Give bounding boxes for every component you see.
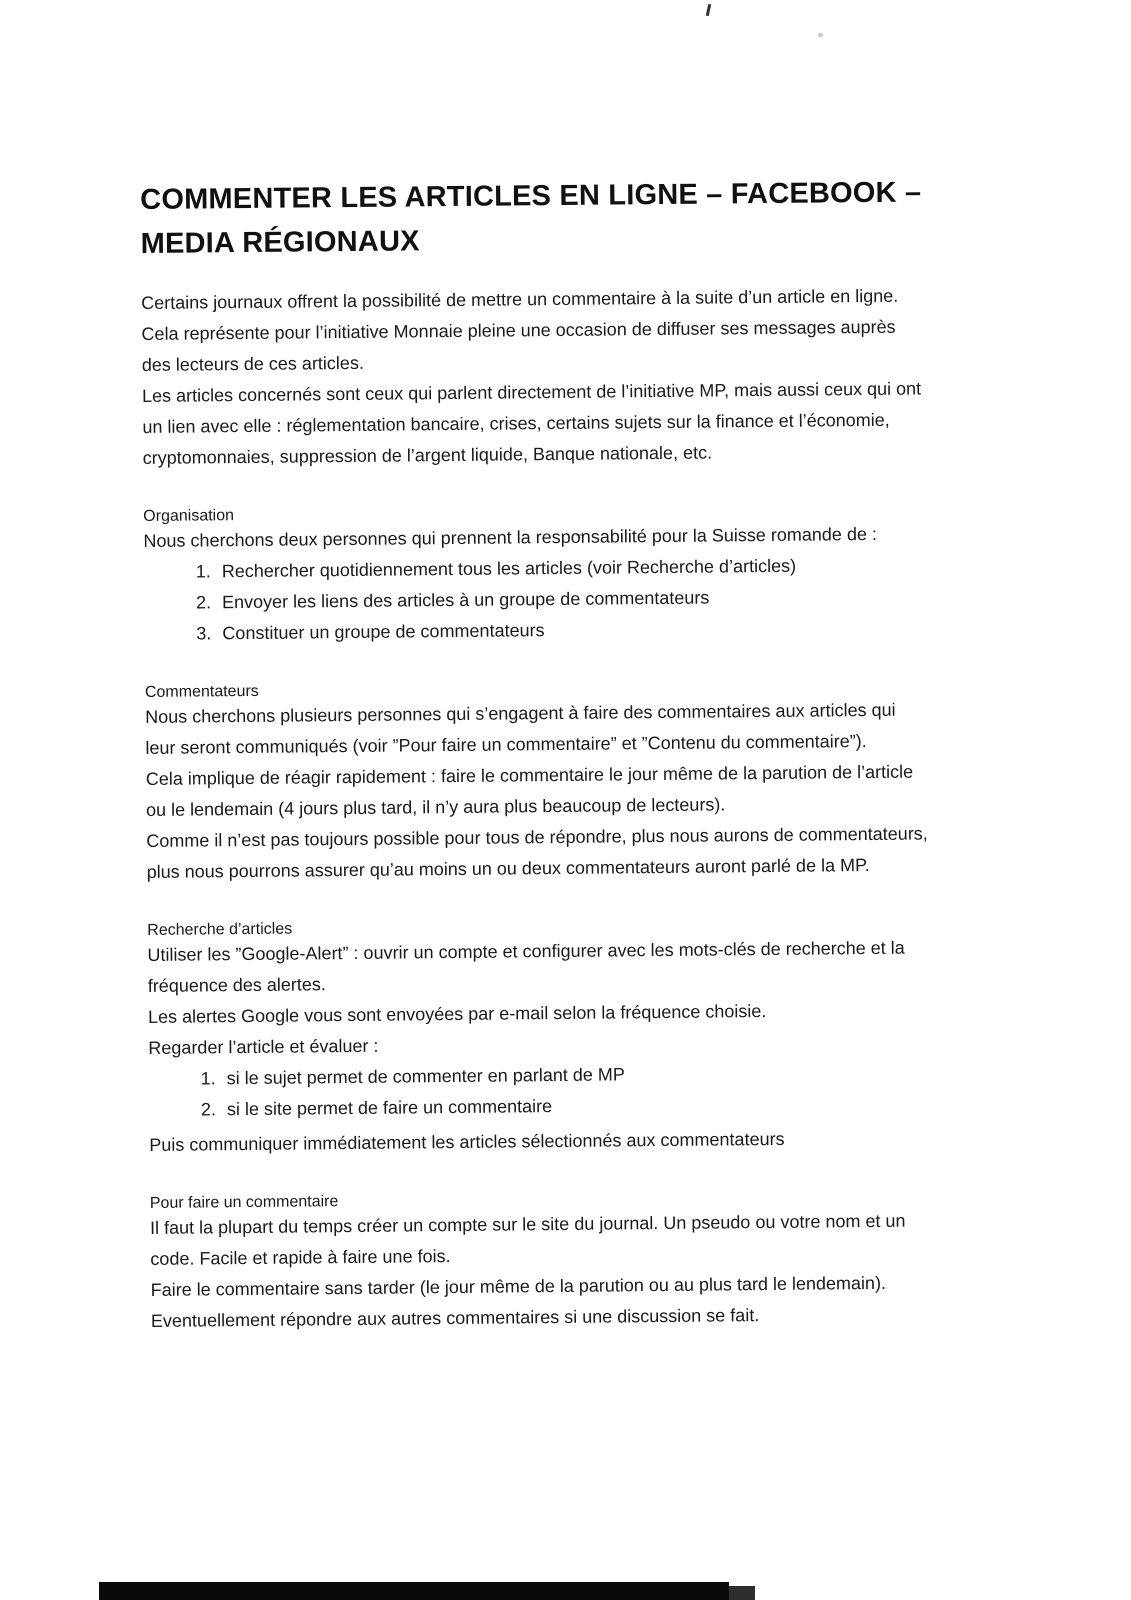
section-numbered-list bbox=[144, 549, 930, 650]
section-heading: Recherche d’articles bbox=[147, 920, 293, 939]
section-heading: Commentateurs bbox=[144, 682, 259, 701]
scan-artifact-bottom-bar bbox=[99, 1582, 729, 1600]
section-paragraph: Cela implique de réagir rapidement : faire le commentaire le jour même de la parution de l’article ou le lendemain (4 jours plus tard, il n’y aura plus beaucoup de lecteurs). bbox=[145, 761, 914, 820]
document-body bbox=[143, 500, 936, 1336]
section-paragraph: Utiliser les ”Google-Alert” : ouvrir un compte et configurer avec les mots-clés de recherche et la fréquence des alertes. bbox=[147, 937, 905, 996]
document-section bbox=[143, 500, 929, 650]
section-paragraph: Les alertes Google vous sont envoyées par e-mail selon la fréquence choisie. bbox=[147, 1001, 767, 1027]
document-title bbox=[140, 170, 926, 266]
section-heading: Organisation bbox=[143, 507, 235, 525]
intro-paragraph: Les articles concernés sont ceux qui parlent directement de l’initiative MP, mais aussi ceux qui ont un lien avec elle : réglementation bancaire, crises, certains sujets sur la finance et l’économie, cryptomonnaies, suppression de l’argent liquide, Banque nationale, etc. bbox=[141, 378, 922, 468]
list-item: 2. Envoyer les liens des articles à un groupe de commentateurs bbox=[216, 580, 929, 618]
list-item: 1. Rechercher quotidiennement tous les articles (voir Recherche d’articles) bbox=[216, 549, 929, 587]
document-content bbox=[140, 170, 936, 1336]
section-numbered-list bbox=[149, 1056, 935, 1126]
section-paragraph: Il faut la plupart du temps créer un compte sur le site du journal. Un pseudo ou votre nom et un code. Facile et rapide à faire une fois. bbox=[149, 1210, 906, 1269]
section-heading: Pour faire un commentaire bbox=[149, 1193, 339, 1212]
intro-paragraph: Certains journaux offrent la possibilité de mettre un commentaire à la suite d’un article en ligne. bbox=[141, 285, 899, 313]
list-item: 2. si le site permet de faire un commentaire bbox=[221, 1087, 934, 1125]
list-item: 3. Constituer un groupe de commentateurs bbox=[216, 611, 929, 649]
scan-artifact-bottom-bar-fade bbox=[729, 1586, 755, 1600]
section-paragraph: Nous cherchons plusieurs personnes qui s’engagent à faire des commentaires aux articles qui leur seront communiqués (voir ”Pour faire un commentaire” et ”Contenu du commentaire”). bbox=[145, 699, 896, 758]
list-item: 1. si le sujet permet de commenter en parlant de MP bbox=[221, 1056, 934, 1094]
intro-paragraphs bbox=[141, 280, 928, 474]
document-section bbox=[150, 1187, 936, 1337]
document-title-line1: COMMENTER LES ARTICLES EN LIGNE – FACEBOOK – bbox=[140, 176, 922, 216]
section-paragraph: Eventuellement répondre aux autres commentaires si une discussion se fait. bbox=[150, 1305, 760, 1331]
document-section bbox=[145, 676, 932, 888]
section-paragraph: Puis communiquer immédiatement les articles sélectionnés aux commentateurs bbox=[149, 1128, 785, 1155]
scan-artifact-top-tick bbox=[706, 4, 711, 16]
section-paragraph: Regarder l’article et évaluer : bbox=[148, 1035, 379, 1058]
document-section bbox=[147, 914, 934, 1161]
intro-paragraph: Cela représente pour l’initiative Monnaie pleine une occasion de diffuser ses messages auprès des lecteurs de ces articles. bbox=[141, 316, 896, 375]
scan-artifact-dot bbox=[818, 33, 823, 37]
section-paragraph: Comme il n’est pas toujours possible pour tous de répondre, plus nous aurons de commentateurs, plus nous pourrons assurer qu’au moins un ou deux commentateurs auront parlé de la MP. bbox=[146, 823, 928, 882]
section-paragraph: Nous cherchons deux personnes qui prennent la responsabilité pour la Suisse romande de : bbox=[143, 523, 878, 551]
section-paragraph: Faire le commentaire sans tarder (le jour même de la parution ou au plus tard le lendemain). bbox=[150, 1272, 887, 1300]
document-title-line2: MEDIA RÉGIONAUX bbox=[140, 225, 420, 260]
